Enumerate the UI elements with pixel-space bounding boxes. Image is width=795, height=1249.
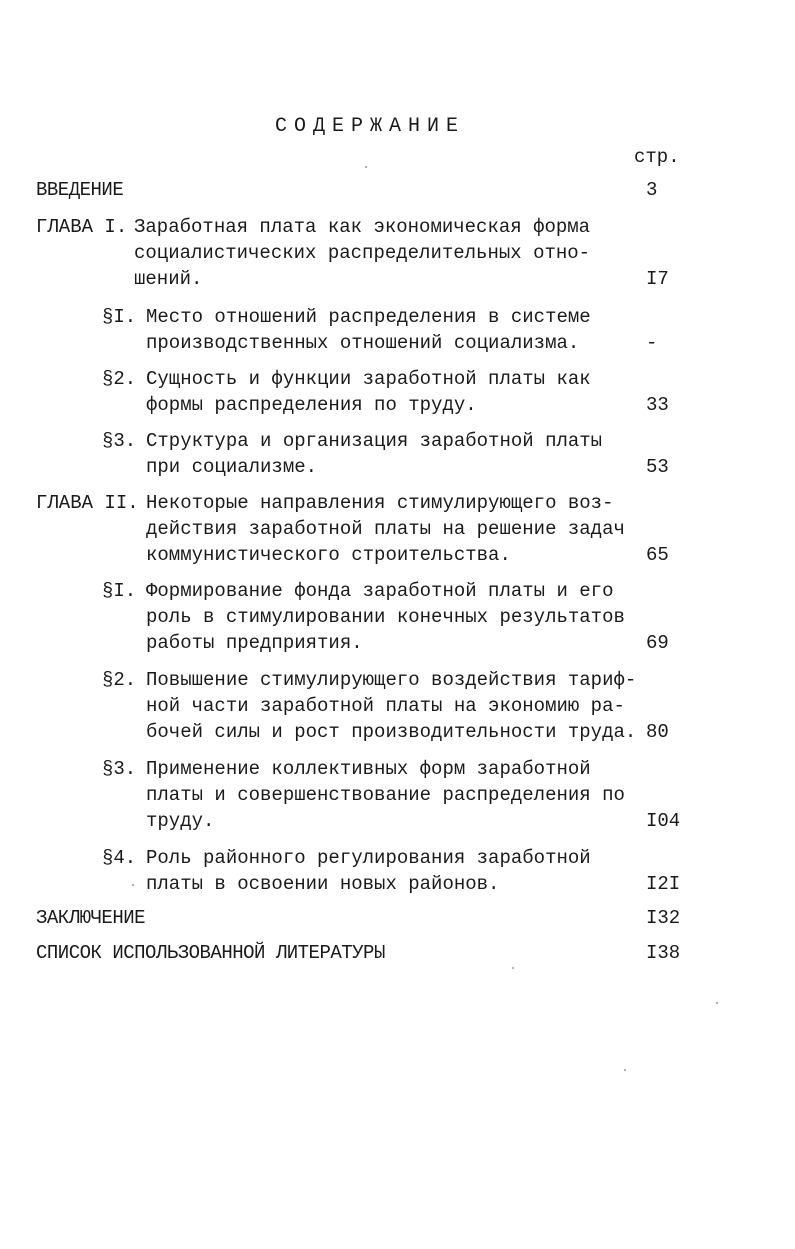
- toc-page-number: 80: [646, 721, 669, 743]
- toc-text-line: Применение коллективных форм заработной: [146, 758, 591, 780]
- toc-label: §3.: [102, 430, 137, 452]
- scan-speck: [132, 884, 134, 886]
- scan-speck: [365, 166, 367, 168]
- scan-speck: [512, 967, 514, 969]
- toc-label: §4.: [102, 847, 137, 869]
- toc-text-line: бочей силы и рост производительности труда.: [146, 721, 637, 743]
- toc-page-number: 3: [646, 179, 658, 201]
- toc-text-line: ной части заработной платы на экономию ра-: [146, 695, 625, 717]
- toc-label: ГЛАВА II.: [36, 492, 139, 514]
- page-column-label: стр.: [634, 146, 680, 168]
- page-title: СОДЕРЖАНИЕ: [274, 115, 466, 138]
- toc-page-number: I7: [646, 268, 669, 290]
- toc-text-line: роль в стимулировании конечных результатов: [146, 606, 625, 628]
- toc-label: ГЛАВА I.: [36, 216, 128, 238]
- toc-label: СПИСОК ИСПОЛЬЗОВАННОЙ ЛИТЕРАТУРЫ: [36, 942, 385, 964]
- toc-text-line: Заработная плата как экономическая форма: [134, 216, 591, 238]
- toc-label: §I.: [102, 580, 137, 602]
- toc-label: ВВЕДЕНИЕ: [36, 179, 124, 201]
- toc-page-number: 53: [646, 456, 669, 478]
- toc-text-line: действия заработной платы на решение задач: [146, 518, 625, 540]
- toc-page-number: 33: [646, 394, 669, 416]
- scan-speck: [716, 1002, 718, 1004]
- scan-speck: [624, 1069, 626, 1071]
- toc-text-line: Роль районного регулирования заработной: [146, 847, 591, 869]
- toc-page-number: 69: [646, 632, 669, 654]
- toc-text-line: Структура и организация заработной платы: [146, 430, 603, 452]
- toc-label: ЗАКЛЮЧЕНИЕ: [36, 907, 146, 929]
- toc-text-line: платы в освоении новых районов.: [146, 873, 500, 895]
- toc-text-line: Формирование фонда заработной платы и его: [146, 580, 614, 602]
- toc-text-line: Сущность и функции заработной платы как: [146, 368, 591, 390]
- toc-text-line: Некоторые направления стимулирующего воз-: [146, 492, 614, 514]
- toc-text-line: формы распределения по труду.: [146, 394, 477, 416]
- toc-page-number: I04: [646, 810, 681, 832]
- toc-page-number: 65: [646, 544, 669, 566]
- toc-label: §2.: [102, 368, 137, 390]
- toc-label: §2.: [102, 669, 137, 691]
- toc-text-line: коммунистического строительства.: [146, 544, 511, 566]
- toc-text-line: работы предприятия.: [146, 632, 363, 654]
- toc-page-number: I2I: [646, 873, 681, 895]
- toc-page-number: I32: [646, 907, 681, 929]
- toc-text-line: Повышение стимулирующего воздействия тариф-: [146, 669, 637, 691]
- toc-text-line: при социализме.: [146, 456, 318, 478]
- toc-text-line: платы и совершенствование распределения по: [146, 784, 625, 806]
- toc-text-line: шений.: [134, 268, 203, 290]
- toc-page-number: I38: [646, 942, 681, 964]
- toc-text-line: Место отношений распределения в системе: [146, 306, 591, 328]
- toc-label: §3.: [102, 758, 137, 780]
- toc-page-number: -: [646, 332, 658, 354]
- toc-text-line: труду.: [146, 810, 215, 832]
- toc-label: §I.: [102, 306, 137, 328]
- toc-text-line: социалистических распределительных отно-: [134, 242, 591, 264]
- toc-text-line: производственных отношений социализма.: [146, 332, 580, 354]
